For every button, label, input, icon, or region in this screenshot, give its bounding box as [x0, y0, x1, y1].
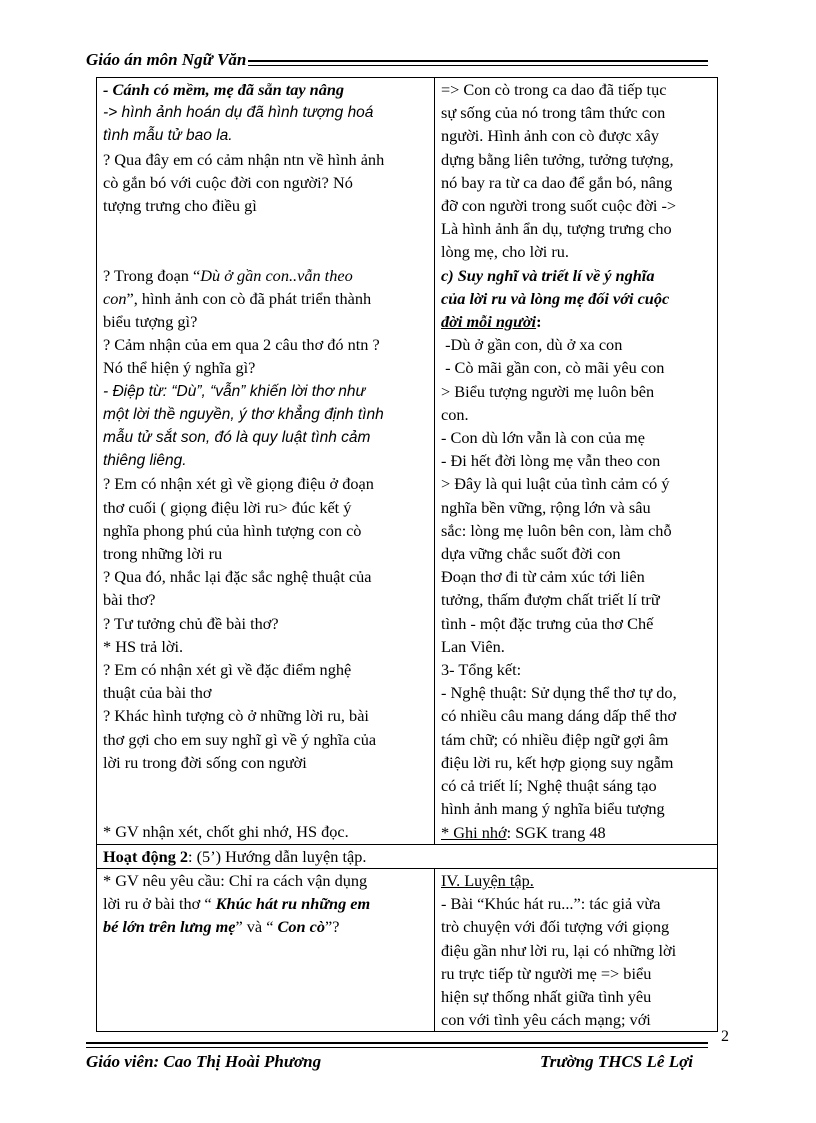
- text-line: điệu lời ru, kết hợp giọng suy ngẫm: [441, 752, 674, 772]
- header-rule-top: [248, 60, 708, 62]
- footer-school: Trường THCS Lê Lợi: [540, 1052, 693, 1071]
- text-line: ? Qua đây em có cảm nhận ntn về hình ảnh: [103, 149, 385, 169]
- footer-rule-bottom: [86, 1047, 708, 1048]
- text-line: Là hình ảnh ẩn dụ, tượng trưng cho: [441, 219, 672, 239]
- section-heading: c) Suy nghĩ và triết lí về ý nghĩa: [441, 265, 655, 285]
- spacer: [103, 217, 430, 263]
- text-line: con.: [441, 404, 469, 424]
- text-line: thơ gợi cho em suy nghĩ gì về ý nghĩa của: [103, 729, 377, 749]
- text-line: ? Khác hình tượng cò ở những lời ru, bài: [103, 706, 369, 726]
- activity-heading-cell: [97, 844, 718, 868]
- activity-cell: [97, 868, 435, 1031]
- text-line: tám chữ; có nhiều điệp ngữ gợi âm: [441, 729, 669, 749]
- text-line: Lan Viên.: [441, 636, 505, 656]
- text-line: người. Hình ảnh con cò được xây: [441, 126, 659, 146]
- text-line: ? Cảm nhận của em qua 2 câu thơ đó ntn ?: [103, 335, 380, 355]
- text-line: hiện sự thống nhất giữa tình yêu: [441, 986, 652, 1006]
- text-line: * Ghi nhớ: SGK trang 48: [441, 822, 606, 842]
- text-line: - Cò mãi gần con, cò mãi yêu con: [441, 358, 665, 378]
- table-row: [97, 844, 718, 868]
- text-line: dựng bằng liên tưởng, tưởng tượng,: [441, 149, 674, 169]
- text-line: lời ru trong đời sống con người: [103, 752, 307, 772]
- text-line: thiêng liêng.: [103, 452, 187, 470]
- text-line: một lời thề nguyền, ý thơ khẳng định tình: [103, 405, 384, 423]
- text-line: trong những lời ru: [103, 544, 223, 564]
- text-line: thuật của bài thơ: [103, 683, 212, 703]
- text-line: > Biểu tượng người mẹ luôn bên: [441, 381, 655, 401]
- text-line: tình - một đặc trưng của thơ Chế: [441, 613, 654, 633]
- text-line: 3- Tổng kết:: [441, 660, 522, 680]
- text-line: dựa vững chắc suốt đời con: [441, 544, 621, 564]
- text-line: ? Qua đó, nhắc lại đặc sắc nghệ thuật của: [103, 567, 372, 587]
- spacer: [103, 774, 430, 820]
- content-cell: [435, 868, 718, 1031]
- text-line: nghĩa bền vững, rộng lớn và sâu: [441, 497, 651, 517]
- text-line: điệu gần như lời ru, lại có những lời: [441, 940, 677, 960]
- text-line: - Bài “Khúc hát ru...”: tác giả vừa: [441, 894, 661, 914]
- text-line: bài thơ?: [103, 590, 156, 610]
- text-line: mẫu tử sắt son, đó là quy luật tình cảm: [103, 429, 371, 447]
- text-line: trò chuyện với đối tượng với giọng: [441, 917, 670, 937]
- text-line: Đoạn thơ đi từ cảm xúc tới liên: [441, 567, 645, 587]
- text-line: => Con cò trong ca dao đã tiếp tục: [441, 80, 667, 99]
- text-line: có cả triết lí; Nghệ thuật sáng tạo: [441, 776, 657, 796]
- text-line: sự sống của nó trong tâm thức con: [441, 103, 666, 123]
- text-line: tình mẫu tử bao la.: [103, 127, 233, 145]
- text-line: * GV nhận xét, chốt ghi nhớ, HS đọc.: [103, 822, 349, 842]
- activity-heading: Hoạt động 2: (5’) Hướng dẫn luyện tập.: [103, 846, 367, 866]
- text-line: * GV nêu yêu cầu: Chỉ ra cách vận dụng: [103, 870, 368, 890]
- text-line: ru trực tiếp từ người mẹ => biểu: [441, 963, 652, 983]
- header-title: Giáo án môn Ngữ Văn: [86, 50, 247, 69]
- text-line: -> hình ảnh hoán dụ đã hình tượng hoá: [103, 104, 374, 122]
- activity-cell: [97, 78, 435, 845]
- text-line: ? Em có nhận xét gì về giọng điệu ở đoạn: [103, 474, 374, 494]
- section-heading: đời mỗi người:: [441, 312, 542, 332]
- text-line: ? Trong đoạn “Dù ở gần con..vẫn theo: [103, 265, 353, 285]
- text-line: tưởng, thấm đượm chất triết lí trữ: [441, 590, 660, 610]
- text-line: biểu tượng gì?: [103, 312, 198, 332]
- text-line: * HS trả lời.: [103, 636, 184, 656]
- text-line: - Nghệ thuật: Sử dụng thể thơ tự do,: [441, 683, 677, 703]
- footer-rule-top: [86, 1042, 708, 1044]
- text-line: tượng trưng cho điều gì: [103, 196, 257, 216]
- text-line: đỡ con người trong suốt cuộc đời ->: [441, 196, 677, 216]
- text-line: bé lớn trên lưng mẹ” và “ Con cò”?: [103, 917, 340, 937]
- text-line: con với tình yêu cách mạng; với: [441, 1010, 651, 1030]
- text-line: cò gắn bó với cuộc đời con người? Nó: [103, 172, 353, 192]
- text-line: lòng mẹ, cho lời ru.: [441, 242, 569, 262]
- lesson-table: [96, 77, 718, 1032]
- footer-teacher: Giáo viên: Cao Thị Hoài Phương: [86, 1052, 322, 1071]
- text-line: lời ru ở bài thơ “ Khúc hát ru những em: [103, 894, 371, 914]
- text-line: có nhiều câu mang dáng dấp thể thơ: [441, 706, 677, 726]
- text-line: sắc: lòng mẹ luôn bên con, làm chỗ: [441, 520, 672, 540]
- section-heading: IV. Luyện tập.: [441, 870, 534, 890]
- text-line: thơ cuối ( giọng điệu lời ru> đúc kết ý: [103, 497, 352, 517]
- text-line: -Dù ở gần con, dù ở xa con: [441, 335, 623, 355]
- content-cell: [435, 78, 718, 845]
- header-rule-bottom: [248, 65, 708, 66]
- text-line: - Điệp từ: “Dù”, “vẫn” khiến lời thơ như: [103, 382, 366, 400]
- section-heading: của lời ru và lòng mẹ đối với cuộc: [441, 288, 670, 308]
- text-line: hình ảnh mang ý nghĩa biểu tượng: [441, 799, 665, 819]
- text-line: nghĩa phong phú của hình tượng con cò: [103, 520, 362, 540]
- text-line: - Cánh có mềm, mẹ đã sẵn tay nâng: [103, 80, 345, 99]
- text-line: ? Tư tưởng chủ đề bài thơ?: [103, 613, 279, 633]
- table-row: [97, 868, 718, 1031]
- table-row: [97, 78, 718, 845]
- text-line: Nó thể hiện ý nghĩa gì?: [103, 358, 256, 378]
- text-line: > Đây là qui luật của tình cảm có ý: [441, 474, 670, 494]
- text-line: nó bay ra từ ca dao để gắn bó, nâng: [441, 172, 673, 192]
- text-line: - Đi hết đời lòng mẹ vẫn theo con: [441, 451, 661, 471]
- text-line: ? Em có nhận xét gì về đặc điểm nghệ: [103, 660, 352, 680]
- text-line: con”, hình ảnh con cò đã phát triển thành: [103, 288, 372, 308]
- text-line: - Con dù lớn vẫn là con của mẹ: [441, 428, 645, 448]
- page-number: 2: [721, 1028, 729, 1045]
